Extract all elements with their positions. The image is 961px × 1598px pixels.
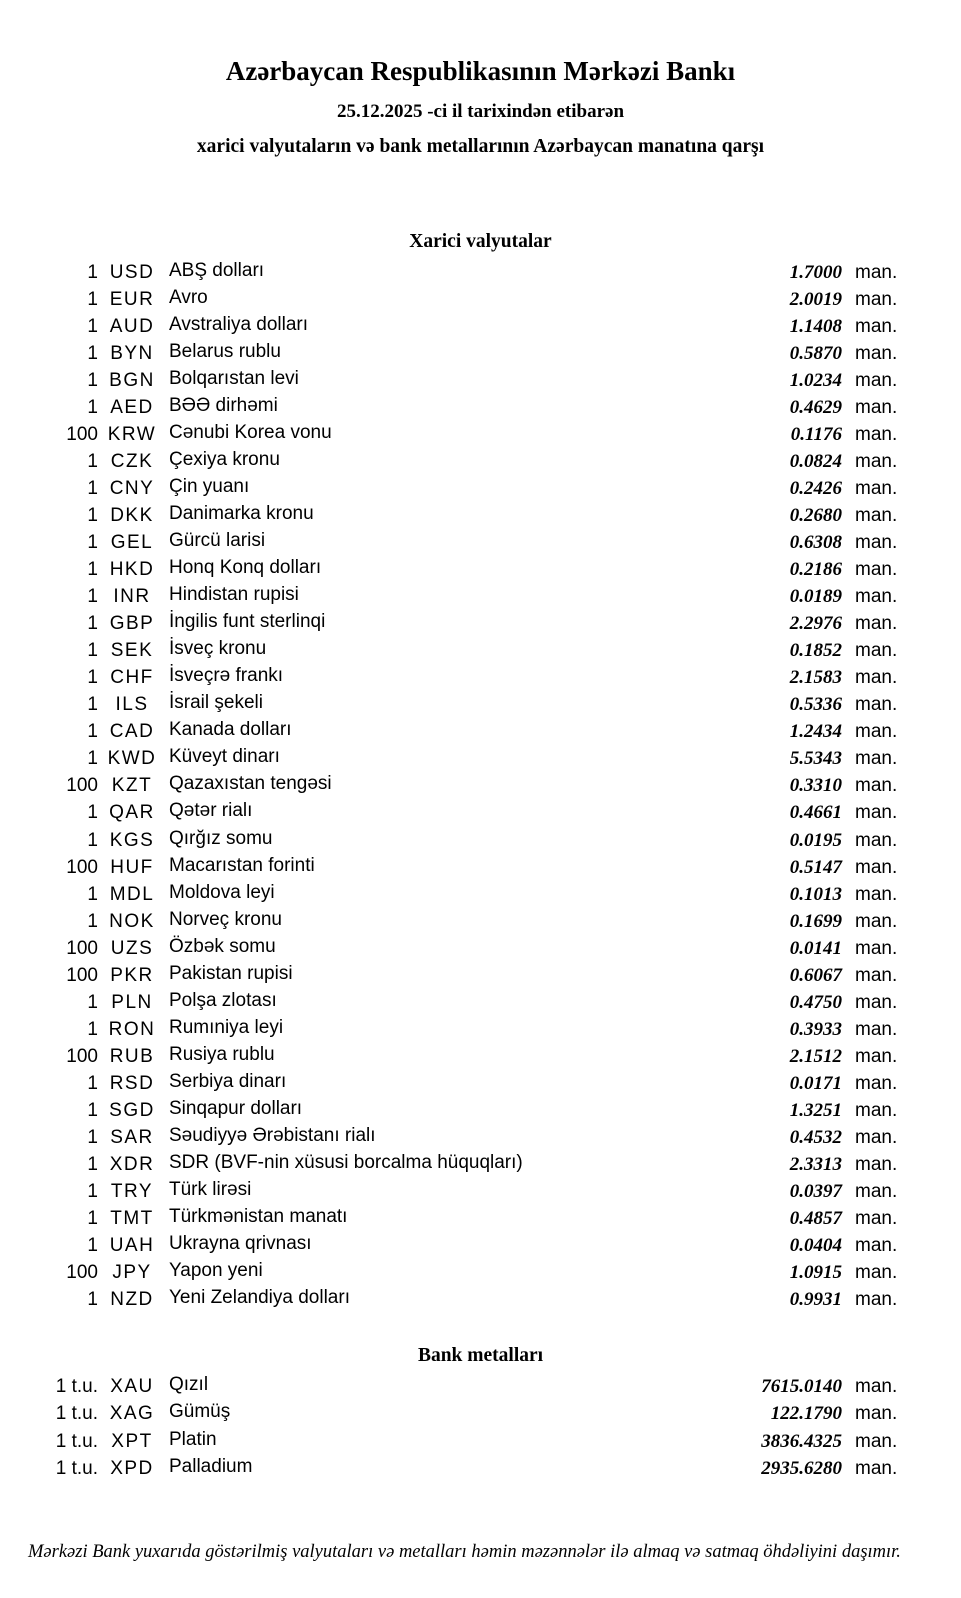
currency-name-cell: SDR (BVF-nin xüsusi borcalma hüquqları): [169, 1152, 523, 1174]
quantity-cell: 1: [87, 342, 98, 364]
unit-label-cell: man.: [855, 883, 898, 905]
currency-name-cell: İsveçrə frankı: [169, 665, 284, 687]
currency-code-cell: QAR: [109, 802, 155, 824]
currency-name-cell: Serbiya dinarı: [169, 1070, 287, 1092]
table-row: [0, 962, 961, 989]
rate-value-cell: 1.1408: [789, 315, 842, 337]
quantity-cell: 1: [87, 531, 98, 553]
unit-label-cell: man.: [855, 586, 898, 608]
unit-label-cell: man.: [855, 288, 898, 310]
rate-value-cell: 2935.6280: [761, 1458, 842, 1480]
currency-code-cell: CNY: [109, 477, 155, 499]
currency-code-cell: KZT: [111, 775, 153, 797]
unit-label-cell: man.: [855, 856, 898, 878]
table-row: [0, 1179, 961, 1206]
rate-value-cell: 0.0397: [789, 1181, 842, 1203]
quantity-cell: 1: [87, 694, 98, 716]
quantity-cell: 100: [66, 856, 98, 878]
currency-code-cell: GEL: [110, 531, 154, 553]
currency-code-cell: NZD: [110, 1289, 154, 1311]
currency-code-cell: TRY: [110, 1181, 154, 1203]
page-subtitle: xarici valyutaların və bank metallarının Azərbaycan manatına qarşı: [196, 136, 765, 157]
metals-table: [0, 1373, 961, 1483]
unit-label-cell: man.: [855, 1154, 898, 1176]
rate-value-cell: 0.6308: [789, 531, 842, 553]
quantity-cell: 1: [87, 477, 98, 499]
rate-value-cell: 0.4661: [789, 802, 842, 824]
quantity-cell: 100: [66, 964, 98, 986]
table-row: [0, 394, 961, 421]
rate-value-cell: 0.5870: [789, 342, 842, 364]
quantity-cell: 1: [87, 910, 98, 932]
currency-name-cell: Gümüş: [169, 1401, 231, 1423]
rate-value-cell: 0.0404: [789, 1235, 842, 1257]
quantity-cell: 1: [87, 1127, 98, 1149]
table-row: [0, 638, 961, 665]
currency-name-cell: Türk lirəsi: [169, 1179, 252, 1201]
quantity-cell: 1: [87, 396, 98, 418]
table-row: [0, 1287, 961, 1314]
currency-name-cell: Polşa zlotası: [169, 989, 277, 1011]
unit-label-cell: man.: [855, 1262, 898, 1284]
quantity-cell: 1: [87, 1099, 98, 1121]
currency-name-cell: Səudiyyə Ərəbistanı rialı: [169, 1125, 376, 1147]
currency-code-cell: INR: [113, 586, 151, 608]
table-row: [0, 1428, 961, 1456]
currency-name-cell: Qızıl: [169, 1373, 209, 1395]
table-row: [0, 421, 961, 448]
quantity-cell: 1: [87, 1208, 98, 1230]
currency-code-cell: UZS: [110, 937, 154, 959]
quantity-cell: 100: [66, 1045, 98, 1067]
table-row: [0, 746, 961, 773]
table-row: [0, 448, 961, 475]
currency-name-cell: Belarus rublu: [169, 340, 281, 362]
quantity-cell: 1: [87, 261, 98, 283]
rate-value-cell: 3836.4325: [761, 1430, 842, 1452]
unit-label-cell: man.: [855, 937, 898, 959]
rate-value-cell: 1.0915: [789, 1262, 842, 1284]
currency-name-cell: Küveyt dinarı: [169, 746, 280, 768]
unit-label-cell: man.: [855, 423, 898, 445]
table-row: [0, 1260, 961, 1287]
quantity-cell: 1: [87, 450, 98, 472]
currency-name-cell: Qazaxıstan tengəsi: [169, 773, 332, 795]
rate-value-cell: 2.3313: [789, 1154, 842, 1176]
currency-name-cell: Türkmənistan manatı: [169, 1206, 348, 1228]
rate-value-cell: 0.0141: [789, 937, 842, 959]
rate-value-cell: 0.4629: [789, 396, 842, 418]
currency-name-cell: İngilis funt sterlinqi: [169, 611, 326, 633]
table-row: [0, 611, 961, 638]
currency-name-cell: Avro: [169, 286, 208, 308]
table-row: [0, 557, 961, 584]
table-row: [0, 1125, 961, 1152]
page-title: Azərbaycan Respublikasının Mərkəzi Bankı: [225, 56, 736, 86]
quantity-cell: 1: [87, 315, 98, 337]
unit-label-cell: man.: [855, 1458, 898, 1480]
unit-label-cell: man.: [855, 1045, 898, 1067]
quantity-cell: 100: [66, 423, 98, 445]
table-row: [0, 1455, 961, 1483]
currency-code-cell: CHF: [110, 667, 154, 689]
table-row: [0, 827, 961, 854]
currency-name-cell: Sinqapur dolları: [169, 1097, 303, 1119]
currency-code-cell: CZK: [110, 450, 154, 472]
table-row: [0, 773, 961, 800]
unit-label-cell: man.: [855, 504, 898, 526]
currency-code-cell: XDR: [109, 1154, 155, 1176]
rate-value-cell: 0.4750: [789, 991, 842, 1013]
currency-code-cell: HKD: [109, 559, 155, 581]
currency-code-cell: AUD: [109, 315, 155, 337]
rate-value-cell: 1.7000: [789, 261, 842, 283]
table-row: [0, 1206, 961, 1233]
currency-code-cell: KWD: [107, 748, 157, 770]
table-row: [0, 475, 961, 502]
unit-label-cell: man.: [855, 559, 898, 581]
currency-code-cell: PKR: [110, 964, 154, 986]
currencies-section-title: Xarici valyutalar: [409, 231, 552, 252]
table-row: [0, 340, 961, 367]
unit-label-cell: man.: [855, 1099, 898, 1121]
unit-label-cell: man.: [855, 1235, 898, 1257]
quantity-cell: 1 t.u.: [55, 1458, 98, 1480]
rate-value-cell: 0.2680: [789, 504, 842, 526]
unit-label-cell: man.: [855, 1403, 898, 1425]
unit-label-cell: man.: [855, 450, 898, 472]
currency-code-cell: RUB: [109, 1045, 155, 1067]
currency-name-cell: Yapon yeni: [169, 1260, 263, 1282]
rate-value-cell: 122.1790: [770, 1403, 842, 1425]
quantity-cell: 1: [87, 748, 98, 770]
rate-value-cell: 0.2186: [789, 559, 842, 581]
rate-value-cell: 0.1013: [789, 883, 842, 905]
table-row: [0, 584, 961, 611]
unit-label-cell: man.: [855, 694, 898, 716]
currency-name-cell: Çin yuanı: [169, 475, 250, 497]
unit-label-cell: man.: [855, 1208, 898, 1230]
table-row: [0, 1233, 961, 1260]
quantity-cell: 100: [66, 937, 98, 959]
currency-name-cell: Rumıniya leyi: [169, 1016, 284, 1038]
currency-code-cell: XPD: [110, 1458, 154, 1480]
quantity-cell: 1: [87, 369, 98, 391]
currency-name-cell: Palladium: [169, 1456, 253, 1478]
table-row: [0, 1070, 961, 1097]
rate-value-cell: 0.0824: [789, 450, 842, 472]
unit-label-cell: man.: [855, 1181, 898, 1203]
unit-label-cell: man.: [855, 1430, 898, 1452]
currency-code-cell: UAH: [109, 1235, 155, 1257]
effective-date-line: 25.12.2025 -ci il tarixindən etibarən: [336, 101, 625, 122]
unit-label-cell: man.: [855, 1072, 898, 1094]
currency-name-cell: Danimarka kronu: [169, 502, 314, 524]
currency-name-cell: İsveç kronu: [169, 638, 267, 660]
unit-label-cell: man.: [855, 802, 898, 824]
currency-name-cell: Honq Konq dolları: [169, 557, 322, 579]
table-row: [0, 692, 961, 719]
currency-name-cell: Cənubi Korea vonu: [169, 421, 332, 443]
currency-code-cell: RON: [108, 1018, 156, 1040]
table-row: [0, 1373, 961, 1401]
currency-name-cell: Moldova leyi: [169, 881, 275, 903]
currency-code-cell: DKK: [110, 504, 154, 526]
currency-name-cell: Qətər rialı: [169, 800, 253, 822]
table-row: [0, 1152, 961, 1179]
quantity-cell: 1: [87, 288, 98, 310]
table-row: [0, 1043, 961, 1070]
currency-name-cell: Rusiya rublu: [169, 1043, 275, 1065]
quantity-cell: 1: [87, 1072, 98, 1094]
rate-value-cell: 2.1512: [789, 1045, 842, 1067]
currency-code-cell: SGD: [109, 1099, 155, 1121]
table-row: [0, 665, 961, 692]
rate-value-cell: 0.0171: [789, 1072, 842, 1094]
currency-code-cell: NOK: [109, 910, 155, 932]
currency-code-cell: CAD: [109, 721, 155, 743]
unit-label-cell: man.: [855, 342, 898, 364]
quantity-cell: 1: [87, 1154, 98, 1176]
quantity-cell: 100: [66, 1262, 98, 1284]
currency-code-cell: USD: [109, 261, 155, 283]
unit-label-cell: man.: [855, 477, 898, 499]
disclaimer-text: Mərkəzi Bank yuxarıda göstərilmiş valyutaları və metalları həmin məzənnələr ilə almaq və satmaq öhdəliyini daşımır.: [28, 1541, 901, 1562]
currency-name-cell: Macarıstan forinti: [169, 854, 315, 876]
currency-name-cell: Ukrayna qrivnası: [169, 1233, 312, 1255]
unit-label-cell: man.: [855, 261, 898, 283]
rate-value-cell: 0.9931: [789, 1289, 842, 1311]
rate-value-cell: 2.0019: [789, 288, 842, 310]
rate-value-cell: 0.5147: [789, 856, 842, 878]
currency-name-cell: Pakistan rupisi: [169, 962, 293, 984]
currency-code-cell: XAU: [110, 1375, 154, 1397]
unit-label-cell: man.: [855, 748, 898, 770]
table-row: [0, 286, 961, 313]
table-row: [0, 935, 961, 962]
quantity-cell: 1: [87, 1289, 98, 1311]
table-row: [0, 989, 961, 1016]
unit-label-cell: man.: [855, 369, 898, 391]
currency-table: [0, 259, 961, 1314]
quantity-cell: 1: [87, 667, 98, 689]
rate-value-cell: 2.1583: [789, 667, 842, 689]
rate-value-cell: 0.1852: [789, 640, 842, 662]
table-row: [0, 719, 961, 746]
unit-label-cell: man.: [855, 721, 898, 743]
quantity-cell: 100: [66, 775, 98, 797]
quantity-cell: 1: [87, 991, 98, 1013]
unit-label-cell: man.: [855, 396, 898, 418]
currency-name-cell: ABŞ dolları: [169, 259, 265, 281]
unit-label-cell: man.: [855, 315, 898, 337]
table-row: [0, 881, 961, 908]
currency-code-cell: BYN: [110, 342, 154, 364]
rate-value-cell: 0.1699: [789, 910, 842, 932]
currency-code-cell: SAR: [110, 1127, 154, 1149]
rate-value-cell: 0.5336: [789, 694, 842, 716]
table-row: [0, 502, 961, 529]
quantity-cell: 1: [87, 802, 98, 824]
currency-code-cell: GBP: [109, 613, 155, 635]
rate-value-cell: 0.3933: [789, 1018, 842, 1040]
quantity-cell: 1: [87, 1018, 98, 1040]
quantity-cell: 1: [87, 1181, 98, 1203]
quantity-cell: 1: [87, 504, 98, 526]
quantity-cell: 1 t.u.: [55, 1403, 98, 1425]
rate-value-cell: 0.0195: [789, 829, 842, 851]
quantity-cell: 1: [87, 883, 98, 905]
currency-code-cell: HUF: [110, 856, 154, 878]
table-row: [0, 313, 961, 340]
rate-value-cell: 1.3251: [789, 1099, 842, 1121]
currency-name-cell: Qırğız somu: [169, 827, 273, 849]
quantity-cell: 1: [87, 1235, 98, 1257]
table-row: [0, 1016, 961, 1043]
currency-code-cell: PLN: [111, 991, 153, 1013]
currency-name-cell: İsrail şekeli: [169, 692, 263, 714]
rate-value-cell: 0.0189: [789, 586, 842, 608]
table-row: [0, 367, 961, 394]
rate-value-cell: 5.5343: [789, 748, 842, 770]
currency-name-cell: Bolqarıstan levi: [169, 367, 299, 389]
rate-value-cell: 0.4532: [789, 1127, 842, 1149]
currency-name-cell: Platin: [169, 1428, 217, 1450]
rate-value-cell: 7615.0140: [761, 1375, 842, 1397]
metals-section-title: Bank metalları: [417, 1344, 544, 1366]
currency-name-cell: Özbək somu: [169, 935, 276, 957]
quantity-cell: 1: [87, 613, 98, 635]
rate-value-cell: 0.4857: [789, 1208, 842, 1230]
unit-label-cell: man.: [855, 910, 898, 932]
unit-label-cell: man.: [855, 991, 898, 1013]
unit-label-cell: man.: [855, 640, 898, 662]
currency-name-cell: Çexiya kronu: [169, 448, 280, 470]
currency-code-cell: XPT: [111, 1430, 153, 1452]
table-row: [0, 1097, 961, 1124]
rate-value-cell: 0.2426: [789, 477, 842, 499]
currency-name-cell: Kanada dolları: [169, 719, 292, 741]
unit-label-cell: man.: [855, 829, 898, 851]
quantity-cell: 1: [87, 559, 98, 581]
quantity-cell: 1: [87, 640, 98, 662]
currency-code-cell: MDL: [109, 883, 155, 905]
unit-label-cell: man.: [855, 775, 898, 797]
currency-code-cell: SEK: [110, 640, 154, 662]
unit-label-cell: man.: [855, 1018, 898, 1040]
currency-code-cell: RSD: [109, 1072, 155, 1094]
currency-code-cell: TMT: [110, 1208, 154, 1230]
currency-name-cell: Yeni Zelandiya dolları: [169, 1287, 350, 1309]
rate-value-cell: 0.6067: [789, 964, 842, 986]
currency-code-cell: JPY: [112, 1262, 152, 1284]
quantity-cell: 1 t.u.: [55, 1430, 98, 1452]
unit-label-cell: man.: [855, 531, 898, 553]
table-row: [0, 854, 961, 881]
quantity-cell: 1: [87, 586, 98, 608]
currency-code-cell: EUR: [109, 288, 155, 310]
rate-value-cell: 0.1176: [790, 423, 842, 445]
table-row: [0, 908, 961, 935]
rate-value-cell: 1.2434: [789, 721, 842, 743]
unit-label-cell: man.: [855, 667, 898, 689]
currency-code-cell: AED: [110, 396, 154, 418]
unit-label-cell: man.: [855, 964, 898, 986]
unit-label-cell: man.: [855, 613, 898, 635]
quantity-cell: 1 t.u.: [55, 1375, 98, 1397]
rate-value-cell: 1.0234: [789, 369, 842, 391]
currency-code-cell: KGS: [109, 829, 155, 851]
table-row: [0, 1400, 961, 1428]
rate-value-cell: 0.3310: [789, 775, 842, 797]
rate-value-cell: 2.2976: [789, 613, 842, 635]
unit-label-cell: man.: [855, 1127, 898, 1149]
currency-name-cell: Avstraliya dolları: [169, 313, 309, 335]
currency-name-cell: Norveç kronu: [169, 908, 282, 930]
currency-code-cell: ILS: [115, 694, 149, 716]
currency-name-cell: Hindistan rupisi: [169, 584, 299, 606]
unit-label-cell: man.: [855, 1375, 898, 1397]
quantity-cell: 1: [87, 829, 98, 851]
quantity-cell: 1: [87, 721, 98, 743]
table-row: [0, 259, 961, 286]
currency-code-cell: XAG: [109, 1403, 155, 1425]
currency-code-cell: KRW: [107, 423, 157, 445]
table-row: [0, 800, 961, 827]
unit-label-cell: man.: [855, 1289, 898, 1311]
currency-name-cell: Gürcü larisi: [169, 529, 266, 551]
currency-code-cell: BGN: [109, 369, 155, 391]
currency-name-cell: BƏƏ dirhəmi: [169, 394, 278, 416]
table-row: [0, 529, 961, 556]
